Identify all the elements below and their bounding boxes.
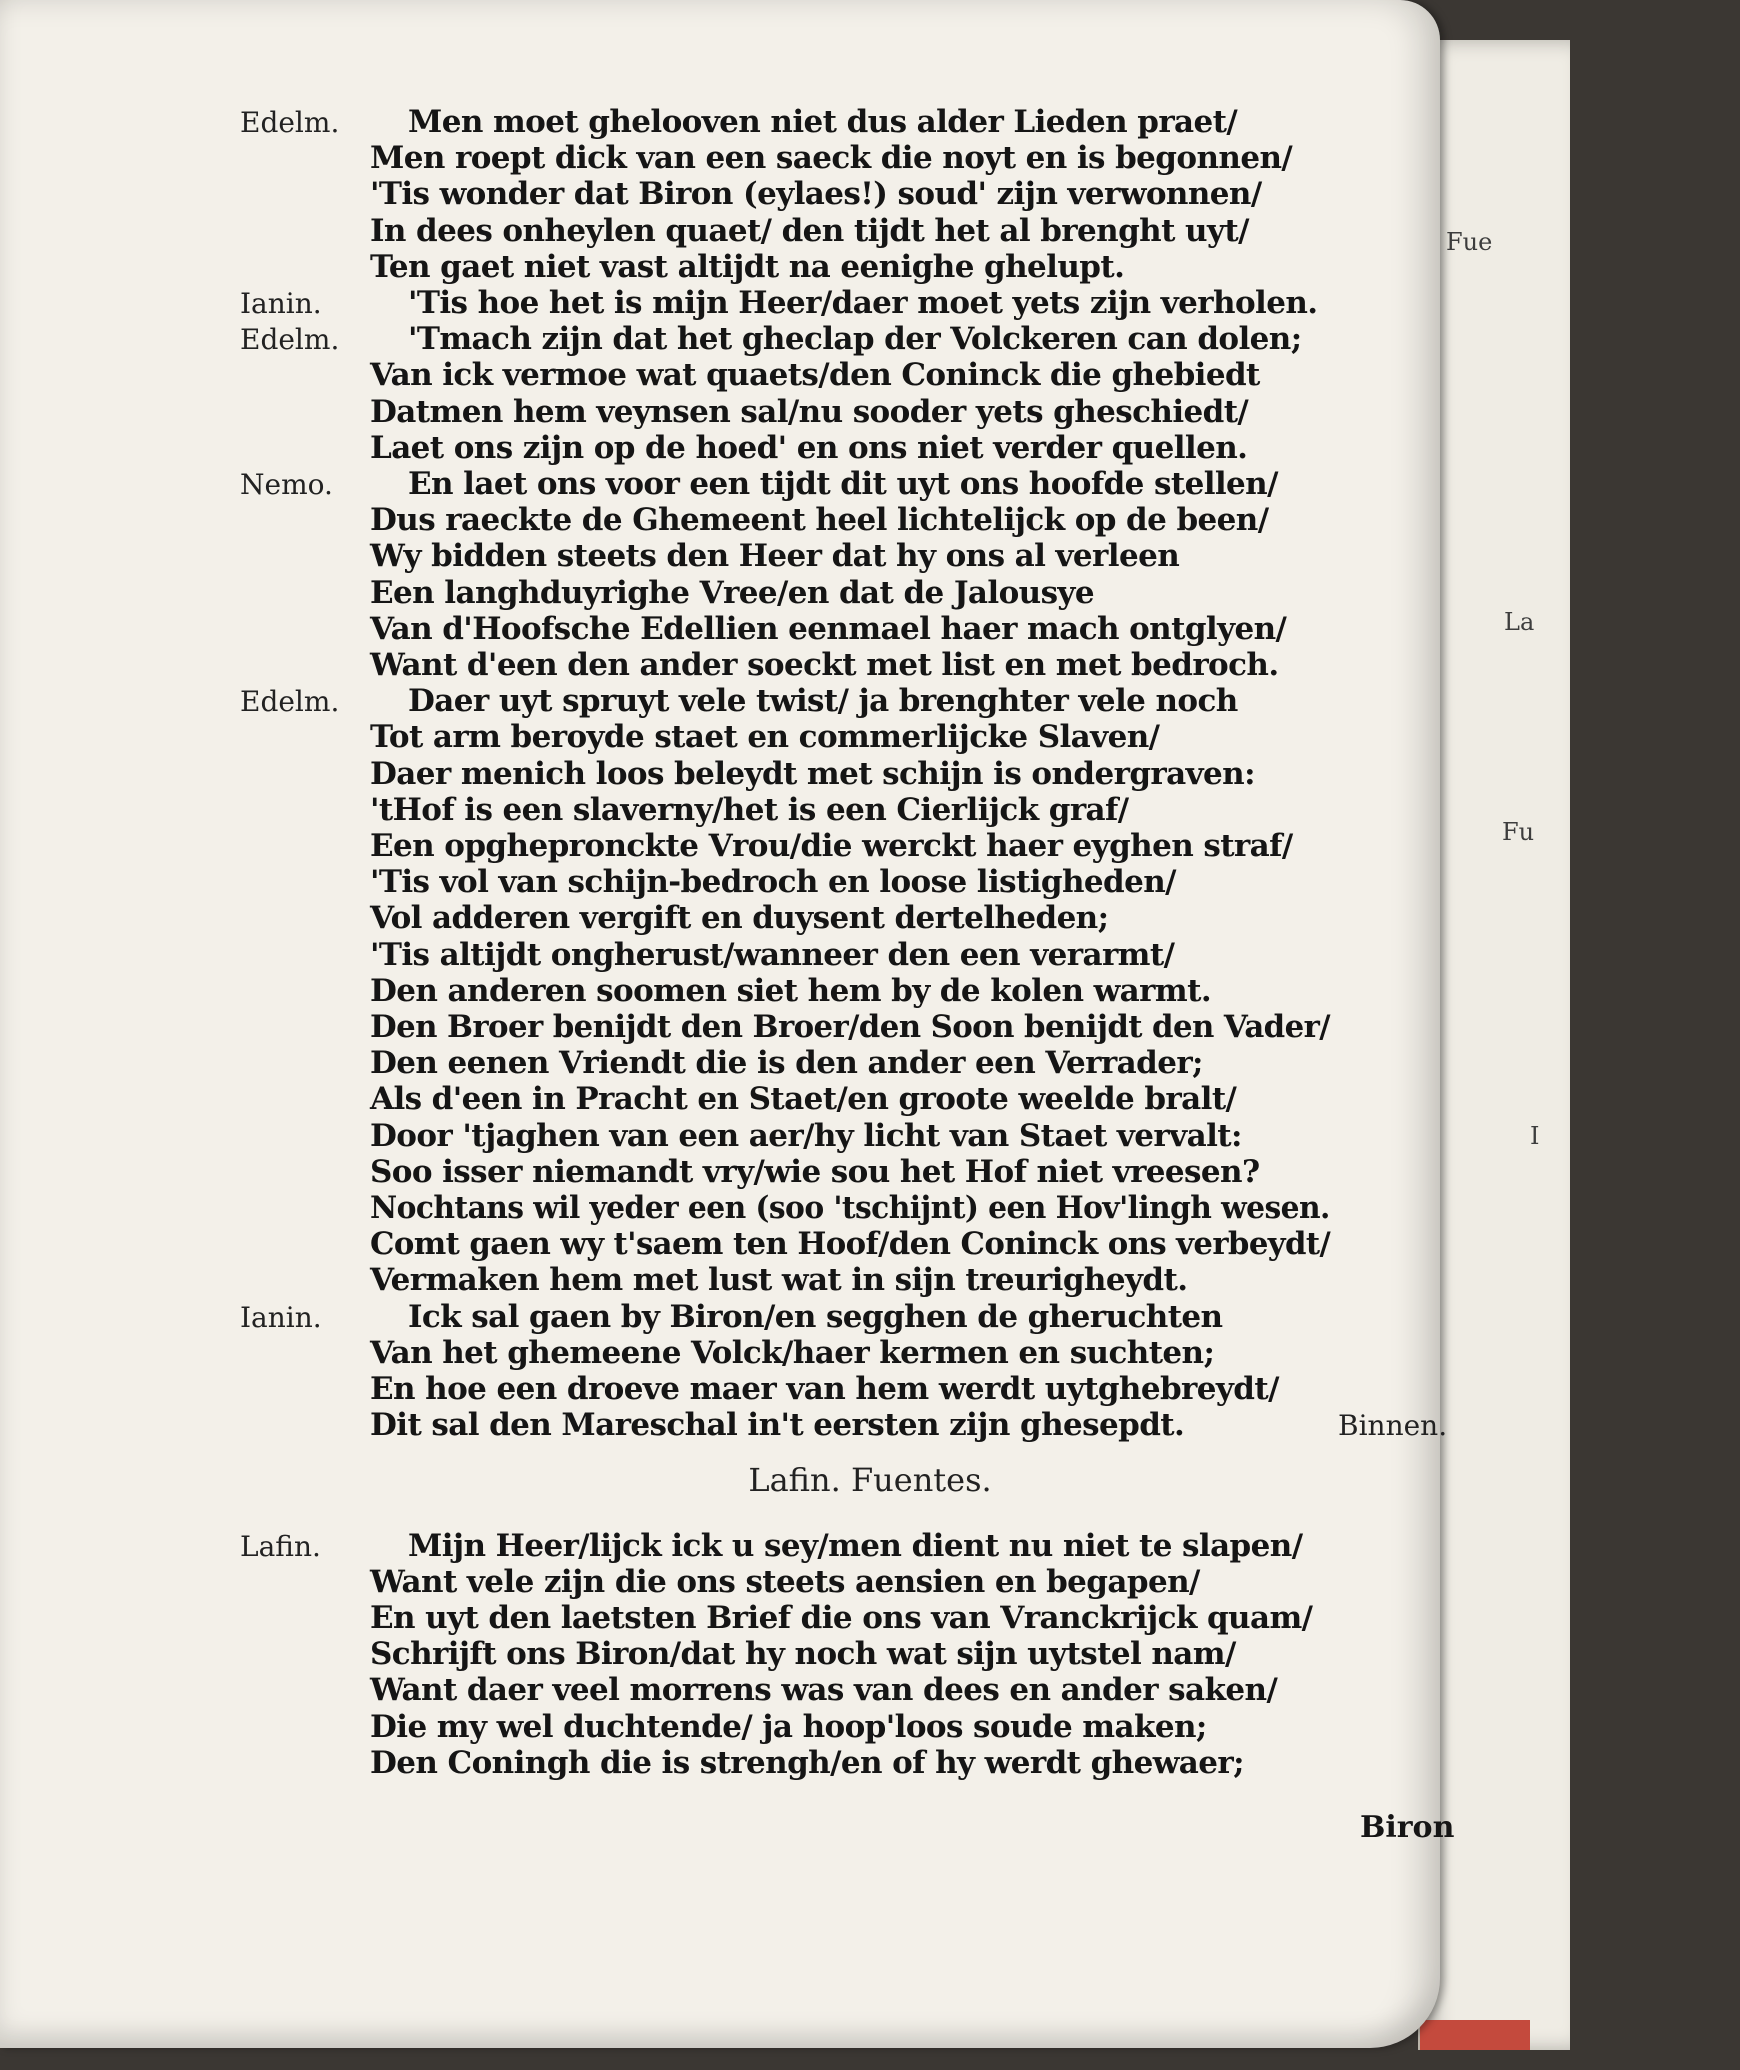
verse-text: Want d'een den ander soeckt met list en met bedroch.: [370, 647, 1279, 683]
verse-text: Die my wel duchtende/ ja hoop'loos soude maken;: [370, 1708, 1207, 1745]
verse-text: 'Tis wonder dat Biron (eylaes!) soud' zijn verwonnen/: [370, 176, 1262, 213]
verse-text: Van ick vermoe wat quaets/den Coninck die ghebiedt: [370, 357, 1260, 394]
verse-text: Men roept dick van een saeck die noyt en is begonnen/: [370, 140, 1293, 177]
verse-text: Ick sal gaen by Biron/en segghen de gheruchten: [408, 1298, 1223, 1335]
book-edge-ribbon: [1420, 2020, 1530, 2050]
speaker-name: Edelm.: [240, 685, 340, 719]
catchword: Biron: [1360, 1810, 1455, 1845]
speaker-name: Lafin.: [240, 1529, 321, 1563]
speaker-name: Ianin.: [240, 1300, 322, 1334]
speaker-name: Nemo.: [240, 468, 333, 501]
verse-text: Schrijft ons Biron/dat hy noch wat sijn uytstel nam/: [370, 1636, 1236, 1673]
verse-text: Soo isser niemandt vry/wie sou het Hof niet vreesen?: [370, 1153, 1260, 1190]
verse-text: Van het ghemeene Volck/haer kermen en suchten;: [370, 1334, 1215, 1371]
verse-text: Een langhduyrighe Vree/en dat de Jalousye: [370, 574, 1094, 611]
verse-text: Laet ons zijn op de hoed' en ons niet verder quellen.: [370, 429, 1248, 466]
verse-text: Ten gaet niet vast altijdt na eenighe ghelupt.: [370, 248, 1125, 285]
verse-text: 'Tis altijdt ongherust/wanneer den een verarmt/: [370, 936, 1175, 973]
verse-text: Een opghepronckte Vrou/die werckt haer eyghen straf/: [370, 828, 1293, 864]
speaker-name: Edelm.: [240, 323, 340, 357]
facing-page-fragment: Fu: [1502, 818, 1535, 846]
scene-heading: Lafin. Fuentes.: [748, 1461, 992, 1500]
verse-text: Nochtans wil yeder een (soo 'tschijnt) een Hov'lingh wesen.: [370, 1190, 1330, 1226]
facing-page: [1418, 40, 1570, 2050]
verse-text: Den eenen Vriendt die is den ander een Verrader;: [370, 1045, 1203, 1082]
verse-text: 'tHof is een slaverny/het is een Cierlijck graf/: [370, 791, 1129, 828]
verse-text: Comt gaen wy t'saem ten Hoof/den Coninck ons verbeydt/: [370, 1226, 1331, 1263]
verse-text: Daer menich loos beleydt met schijn is ondergraven:: [370, 755, 1255, 792]
speaker-name: Ianin.: [240, 287, 322, 320]
verse-text: En laet ons voor een tijdt dit uyt ons hoofde stellen/: [408, 466, 1278, 502]
verse-text: En uyt den laetsten Brief die ons van Vranckrijck quam/: [370, 1600, 1313, 1636]
verse-text: Dus raeckte de Ghemeent heel lichtelijck op de been/: [370, 502, 1269, 539]
verse-text: Want daer veel morrens was van dees en ander saken/: [370, 1672, 1278, 1709]
facing-page-fragment: Fue: [1446, 228, 1493, 256]
verse-text: Den anderen soomen siet hem by de kolen warmt.: [370, 972, 1212, 1009]
verse-text: Door 'tjaghen van een aer/hy licht van Staet vervalt:: [370, 1117, 1242, 1154]
stage-direction: Binnen.: [1338, 1409, 1448, 1443]
verse-text: In dees onheylen quaet/ den tijdt het al brenght uyt/: [370, 212, 1249, 249]
verse-text: Den Broer benijdt den Broer/den Soon benijdt den Vader/: [370, 1009, 1330, 1045]
verse-text: Als d'een in Pracht en Staet/en groote weelde bralt/: [370, 1081, 1237, 1118]
facing-page-fragment: I: [1530, 1122, 1540, 1150]
facing-page-fragment: La: [1504, 608, 1535, 636]
speaker-name: Edelm.: [240, 106, 340, 139]
verse-text: Dit sal den Mareschal in't eersten zijn ghesepdt.: [370, 1407, 1185, 1444]
verse-text: Vermaken hem met lust wat in sijn treurigheydt.: [370, 1262, 1188, 1299]
verse-text: Want vele zijn die ons steets aensien en begapen/: [370, 1563, 1200, 1600]
verse-text: Vol adderen vergift en duysent dertelheden;: [370, 900, 1109, 937]
verse-text: 'Tis hoe het is mijn Heer/daer moet yets zijn verholen.: [408, 285, 1318, 321]
verse-text: Van d'Hoofsche Edellien eenmael haer mach ontglyen/: [370, 610, 1287, 647]
verse-text: Tot arm beroyde staet en commerlijcke Slaven/: [370, 719, 1160, 756]
verse-text: Mijn Heer/lijck ick u sey/men dient nu niet te slapen/: [408, 1527, 1303, 1564]
verse-text: 'Tmach zijn dat het gheclap der Volckeren can dolen;: [408, 321, 1302, 358]
verse-text: Men moet ghelooven niet dus alder Lieden praet/: [408, 104, 1238, 140]
verse-text: En hoe een droeve maer van hem werdt uytghebreydt/: [370, 1371, 1279, 1407]
verse-text: Datmen hem veynsen sal/nu sooder yets gheschiedt/: [370, 393, 1249, 430]
verse-text: 'Tis vol van schijn-bedroch en loose listigheden/: [370, 864, 1176, 901]
verse-text: Den Coningh die is strengh/en of hy werdt ghewaer;: [370, 1744, 1244, 1781]
verse-text: Wy bidden steets den Heer dat hy ons al verleen: [370, 538, 1180, 575]
verse-text: Daer uyt spruyt vele twist/ ja brenghter vele noch: [408, 683, 1238, 720]
